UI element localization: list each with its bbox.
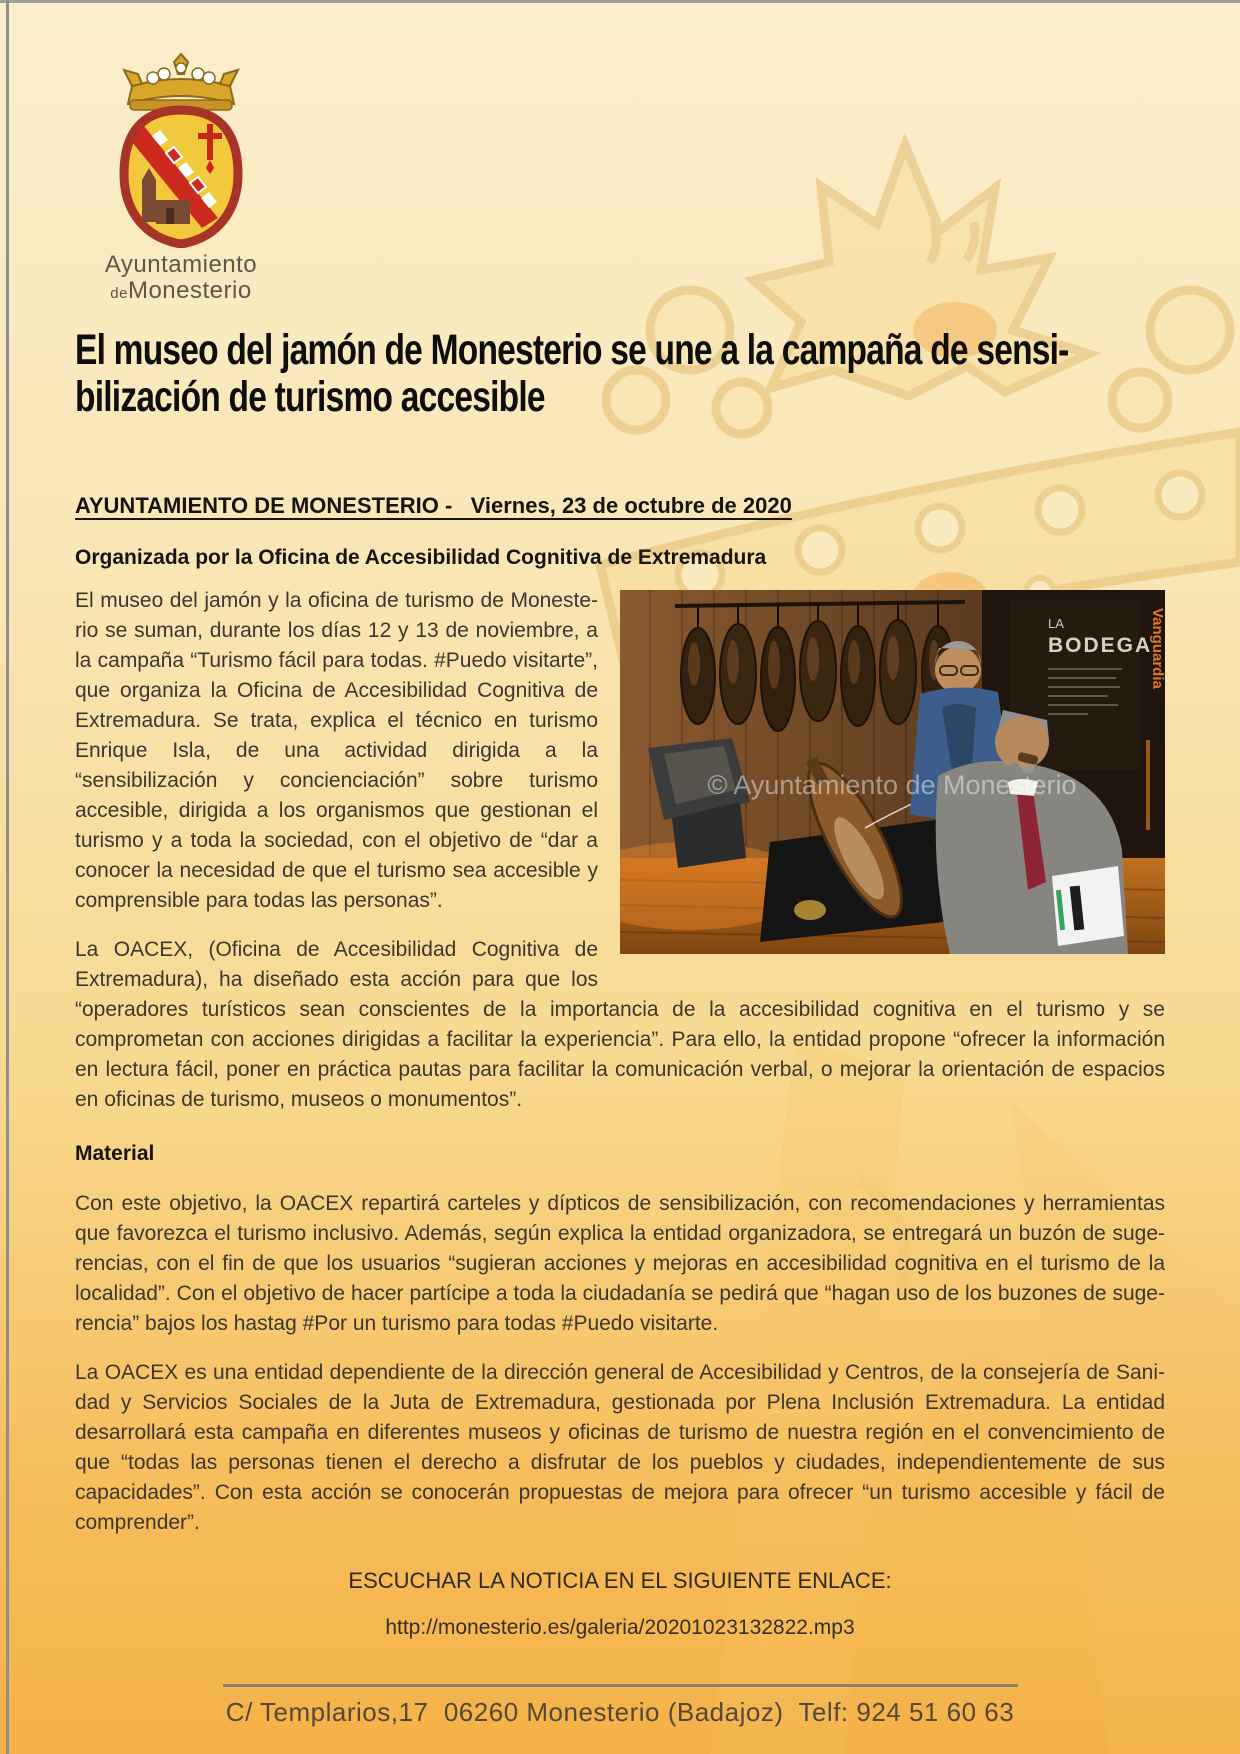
monesterio-crest-icon: [106, 52, 256, 248]
scan-edge-left: [6, 0, 9, 1754]
logo-caption-town: Monesterio: [127, 277, 252, 304]
scan-edge-top: [0, 0, 1240, 3]
news-paragraph-4: La OACEX es una entidad dependiente de la dirección general de Accesibilidad y Centros, de la consejería de Sanidad y Servicios Sociales de la Juta de Extremadura, gestionada por Plena Inclusión Extremadura. La entidad desarrollará esta campaña en diferentes museos y oficinas de turismo de nuestra región en el convencimiento de que “todas las personas tienen el derecho a disfrutar de los pueblos y ciudades, independientemente de sus capacidades”. Con esta acción se conocerán propuestas de mejora para ofrecer “un turismo accesible y fácil de comprender”.: [75, 1361, 1165, 1534]
audio-url-link[interactable]: http://monesterio.es/galeria/20201023132822.mp3: [385, 1616, 855, 1639]
article-title-line2: bilización de turismo accesible: [75, 373, 545, 421]
logo-caption-line1: Ayuntamiento: [104, 251, 258, 278]
logo-caption: [81, 252, 281, 307]
dateline: AYUNTAMIENTO DE MONESTERIO - Viernes, 23 de octubre de 2020: [75, 493, 792, 518]
bodega-sign: BODEGA: [1048, 634, 1153, 657]
news-paragraph-2: La OACEX, (Oficina de Accesibilidad Cognitiva de Extremadura), ha diseñado esta acción para que los “operadores turísticos sean conscientes de la importancia de la accesibilidad cognitiva en el turismo y se comprometan con acciones dirigidas a facilitar la experiencia”. Para ello, la entidad propone “ofrecer la información en lectura fácil, poner en práctica pautas para facilitar la comunicación verbal, o mejorar la orientación de espacios en oficinas de turismo, museos o monumentos”.: [75, 938, 1165, 1111]
museum-photo: [620, 590, 1165, 954]
material-heading: Material: [75, 1142, 155, 1165]
photo-watermark: © Ayuntamiento de Monesterio: [707, 770, 1077, 800]
listen-cta: ESCUCHAR LA NOTICIA EN EL SIGUIENTE ENLACE:: [348, 1568, 892, 1593]
article-body: [75, 586, 1165, 1538]
footer-divider: [223, 1684, 1018, 1687]
subheading: Organizada por la Oficina de Accesibilidad Cognitiva de Extremadura: [75, 546, 767, 569]
logo-caption-line2: [81, 278, 281, 307]
page-footer: [0, 1684, 1240, 1728]
bodega-sign-la: LA: [1048, 616, 1064, 631]
vanguardia-label: Vanguardia: [1149, 608, 1165, 689]
article-title: [75, 327, 1165, 421]
logo-caption-de: de: [110, 285, 128, 302]
news-paragraph-3: Con este objetivo, la OACEX repartirá carteles y dípticos de sensibilización, con recomendaciones y herramientas que favorezca el turismo inclusivo. Además, según explica la entidad organizadora, se entregará un buzón de sugerencias, con el fin de que los usuarios “sugieran acciones y mejoras en accesibilidad cognitiva en el turismo de la localidad”. Con el objetivo de hacer partícipe a toda la ciudadanía se pedirá que “hagan uso de los buzones de sugerencia” bajos los hastag #Por un turismo para todas #Puedo visitarte.: [75, 1192, 1165, 1335]
news-paragraph-1: El museo del jamón y la oficina de turismo de Monesterio se suman, durante los días 12 y 13 de noviembre, a la campaña “Turismo fácil para todas. #Puedo visitarte”, que organiza la Oficina de Accesibilidad Cognitiva de Extremadura. Se trata, explica el técnico en turismo Enrique Isla, de una actividad dirigida a la “sensibilización y concienciación” sobre turismo accesible, dirigida a los organismos que gestionan el turismo y a toda la sociedad, con el objetivo de “dar a conocer la necesidad de que el turismo sea accesible y comprensible para todas las personas”.: [75, 589, 598, 912]
article-title-line1: El museo del jamón de Monesterio se une a la campaña de sensi-: [75, 326, 1069, 374]
footer-contact: C/ Templarios,17 06260 Monesterio (Badajoz) Telf: 924 51 60 63: [225, 1697, 1015, 1727]
town-hall-logo: [81, 52, 281, 307]
